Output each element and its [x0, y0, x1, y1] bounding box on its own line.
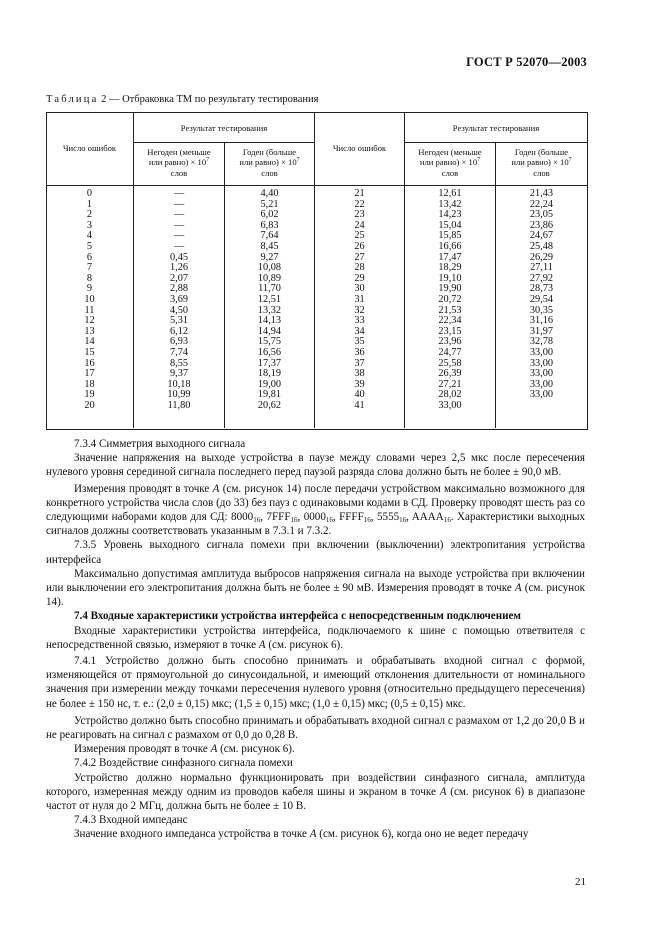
table-cell: 15: [84, 346, 95, 358]
table-cell: 18,19: [257, 368, 282, 380]
table-cell: 26,39: [438, 368, 462, 380]
table-cell: 26: [354, 240, 365, 252]
table-cell: 31,97: [529, 325, 554, 337]
errors-table: [46, 112, 588, 430]
paragraph: Значение входного импеданса устройства в точке А (см. рисунок 6), когда оно не ведет передачу: [74, 828, 529, 841]
table-cell: 27,92: [529, 272, 554, 284]
table-divider: [404, 142, 587, 143]
table-cell: 6: [86, 251, 93, 263]
table-cell: 9: [86, 283, 93, 295]
table-caption: Таблица 2 — Отбраковка ТМ по результату тестирования: [46, 94, 319, 105]
table-cell: 7,64: [260, 230, 279, 242]
left-bad-column: [134, 189, 224, 411]
paragraph: Максимально допустимая амплитуда выбросов напряжения сигнала на выходе устройства при включении или выключении его электропитания должна быть не более ± 90 мВ. Измерения проводят в точке А (см. рисунок 14).: [46, 567, 586, 609]
table-cell: 32,78: [529, 336, 554, 348]
table-cell: —: [173, 209, 185, 221]
header-result-left: Результат тестирования: [180, 123, 268, 133]
table-cell: 5,31: [169, 315, 189, 327]
paragraph: 7.4.1 Устройство должно быть способно принимать и обрабатывать входной сигнал с формой, изменяющейся от прямоугольной до синусоидальной, и имеющий отклонения длительности от номинального значения при измерении между точками пересечения нулевого уровня (относительно предыдущего пересечения) не более ± 150 нс, т. е.: (2,0 ± 0,15) мкс; (1,5 ± 0,15) мкс; (1,0 ± 0,15) мкс; (0,5 ± 0,15) мкс.: [46, 655, 585, 710]
header-result-right: Результат тестирования: [452, 123, 540, 133]
table-cell: 2,88: [169, 283, 189, 295]
table-cell: 16,66: [438, 240, 462, 252]
body-text: [46, 437, 585, 842]
table-cell: 41: [354, 399, 365, 411]
table-cell: 4: [86, 230, 93, 242]
header-good-left: Годен (больше или равно) × $10^7$ слов: [239, 147, 300, 178]
table-cell: 34: [354, 325, 365, 337]
table-cell: 28: [354, 262, 365, 274]
table-cell: 23,05: [529, 209, 554, 221]
table-cell: 33,00: [529, 389, 554, 401]
document-header: ГОСТ Р 52070—2003: [466, 55, 587, 69]
table-cell: 28,02: [438, 389, 462, 401]
table-cell: 6,02: [260, 209, 279, 221]
table-cell: 25,58: [438, 357, 462, 369]
table-cell: 20,72: [438, 293, 462, 305]
table-cell: 7,74: [169, 346, 189, 358]
table-cell: 14: [84, 336, 95, 348]
table-cell: 40: [354, 389, 365, 401]
table-cell: 27,11: [530, 262, 553, 274]
table-cell: 14,13: [257, 315, 282, 327]
table-cell: 17: [84, 368, 95, 380]
table-cell: 12,51: [257, 293, 282, 305]
table-cell: 5,21: [260, 198, 279, 210]
paragraph: Значение напряжения на выходе устройства в паузе между словами через 2,5 мкс после пересечения нулевого уровня серединой сигнала последнего перед паузой разряда слова должно быть не более ± 90,0 мВ.: [46, 452, 585, 479]
table-cell: 11,70: [258, 283, 281, 295]
table-cell: 36: [354, 346, 365, 358]
right-good-column: [496, 189, 587, 401]
table-cell: 12,61: [438, 188, 462, 199]
paragraph: Устройство должно быть способно принимать и обрабатывать входной сигнал с размахом от 1,2 до 20,0 В и не реагировать на сигнал с размахом от 0,0 до 0,28 В.: [46, 714, 585, 742]
table-cell: 38: [354, 368, 365, 380]
table-cell: 29: [354, 272, 365, 284]
table-cell: 33,00: [529, 357, 554, 369]
header-errors-left: Число ошибок: [62, 143, 117, 153]
table-cell: 27,21: [438, 378, 462, 390]
table-cell: 1,26: [169, 262, 189, 274]
table-cell: 33,00: [438, 399, 462, 411]
right-bad-column: [405, 189, 495, 411]
table-cell: 33: [354, 315, 365, 327]
table-cell: 29,54: [529, 293, 554, 305]
table-cell: 28,73: [529, 283, 554, 295]
table-cell: 4,50: [169, 304, 189, 316]
table-cell: 4,40: [260, 188, 279, 199]
table-cell: 11: [84, 304, 95, 316]
table-cell: 19,81: [257, 389, 282, 401]
paragraph: Измерения проводят в точке А (см. рисунок 14) после передачи устройством максимально возможного для конкретного устройства числа слов (до 33) без пауз с одинаковыми кодами в СД. Проверку проводят шесть раз со следующими наборами кодов для СД: $8000_{16}$, $7FFF_{16}$, $0000_{16}$, $FFFF_{16}$, $5555_{16}$, $AAAA_{16}$. Характеристики выходных сигналов должны соответствовать указанным в 7.3.1 и 7.3.2.: [46, 482, 586, 538]
table-cell: 21,43: [529, 188, 554, 199]
table-cell: 33,00: [529, 368, 554, 380]
right-errors-column: [315, 189, 404, 411]
section-title: 7.4.3 Входной импеданс: [74, 814, 188, 827]
table-cell: —: [173, 230, 185, 242]
table-cell: 8: [86, 272, 93, 284]
table-cell: 26,29: [529, 251, 554, 263]
table-cell: 19: [84, 389, 95, 401]
table-cell: 17,37: [257, 357, 282, 369]
table-cell: 5: [86, 240, 93, 252]
table-cell: 2: [86, 209, 93, 221]
section-title: 7.3.4 Симметрия выходного сигнала: [74, 438, 246, 450]
section-heading: 7.4 Входные характеристики устройства интерфейса с непосредственным подключением: [74, 610, 521, 623]
table-cell: 20,62: [257, 399, 282, 411]
section-title: 7.4.2 Воздействие синфазного сигнала помехи: [74, 757, 293, 770]
table-cell: 19,90: [438, 283, 462, 295]
page-number: 21: [575, 876, 586, 888]
table-cell: 30: [354, 283, 365, 295]
table-cell: 10,99: [167, 389, 191, 401]
header-good-right: Годен (больше или равно) × $10^7$ слов: [511, 147, 572, 178]
table-cell: 24: [354, 219, 365, 231]
section-title: 7.3.5 Уровень выходного сигнала помехи при включении (выключении) электропитания устройства интерфейса: [46, 539, 585, 566]
table-cell: 27: [354, 251, 365, 263]
table-cell: 0,45: [169, 251, 189, 263]
table-cell: 32: [354, 304, 365, 316]
table-cell: 2,07: [169, 272, 189, 284]
table-cell: 8,55: [169, 357, 189, 369]
paragraph: Входные характеристики устройства интерфейса, подключаемого к шине с помощью ответвителя с непосредственной связью, измеряют в точке А (см. рисунок 6).: [46, 624, 585, 651]
table-cell: 6,93: [169, 336, 189, 348]
table-cell: 13,42: [438, 198, 462, 210]
table-cell: 3,69: [169, 293, 189, 305]
table-cell: 35: [354, 336, 365, 348]
table-cell: 10,08: [257, 262, 282, 274]
table-cell: 15,75: [257, 336, 282, 348]
table-cell: 21,53: [438, 304, 462, 316]
table-cell: 22,34: [438, 315, 462, 327]
table-cell: 33,00: [529, 378, 554, 390]
table-cell: 9,27: [260, 251, 279, 263]
header-bad-left: Негоден (меньше или равно) × $10^7$ слов: [147, 147, 211, 178]
header-bad-right: Негоден (меньше или равно) × $10^7$ слов: [418, 147, 482, 178]
table-cell: 30,35: [529, 304, 554, 316]
table-cell: 22,24: [529, 198, 554, 210]
table-cell: 18,29: [438, 262, 462, 274]
table-cell: 20: [84, 399, 95, 411]
table-cell: 23,15: [438, 325, 462, 337]
table-cell: 37: [354, 357, 365, 369]
table-cell: 9,37: [169, 368, 189, 380]
left-good-column: [225, 189, 314, 411]
table-cell: 23,96: [438, 336, 462, 348]
table-divider: [46, 185, 587, 186]
table-cell: 25: [354, 230, 365, 242]
table-cell: 1: [86, 198, 93, 210]
table-cell: 15,04: [438, 219, 462, 231]
table-cell: 22: [354, 198, 365, 210]
table-cell: —: [173, 219, 185, 231]
header-errors-right: Число ошибок: [332, 143, 387, 153]
table-cell: 25,48: [529, 240, 554, 252]
table-cell: 19,00: [257, 378, 282, 390]
table-cell: 13,32: [257, 304, 282, 316]
table-cell: —: [173, 198, 185, 210]
table-cell: 7: [86, 262, 93, 274]
table-cell: 14,94: [257, 325, 282, 337]
table-cell: 6,83: [260, 219, 279, 231]
table-cell: 3: [86, 219, 93, 231]
table-cell: 19,10: [438, 272, 462, 284]
table-cell: 24,67: [529, 230, 554, 242]
table-cell: 13: [84, 325, 95, 337]
table-cell: —: [173, 240, 185, 252]
table-cell: 23: [354, 209, 365, 221]
table-cell: 24,77: [438, 346, 462, 358]
table-cell: 31: [354, 293, 365, 305]
table-cell: 16,56: [257, 346, 282, 358]
table-cell: 23,86: [529, 219, 554, 231]
table-cell: 0: [86, 188, 93, 199]
table-cell: 33,00: [529, 346, 554, 358]
paragraph: Измерения проводят в точке А (см. рисунок 6).: [74, 743, 295, 756]
table-cell: —: [173, 188, 185, 199]
table-cell: 21: [354, 188, 365, 199]
table-cell: 10,18: [167, 378, 191, 390]
table-cell: 8,45: [260, 240, 279, 252]
table-divider: [133, 142, 314, 143]
table-cell: 10: [84, 293, 95, 305]
table-cell: 17,47: [438, 251, 462, 263]
table-cell: 11,80: [167, 399, 191, 411]
table-cell: 6,12: [169, 325, 189, 337]
table-cell: 16: [84, 357, 95, 369]
table-cell: 12: [84, 315, 95, 327]
table-cell: 10,89: [257, 272, 282, 284]
table-cell: 14,23: [438, 209, 462, 221]
table-cell: 18: [84, 378, 95, 390]
left-errors-column: [46, 189, 133, 411]
paragraph: Устройство должно нормально функционировать при воздействии синфазного сигнала, амплитуда которого, измеренная между одним из проводов кабеля шины и экраном в точке А (см. рисунок 6) в диапазоне частот от нуля до 2 МГц, должна быть не более ± 10 В.: [46, 771, 585, 813]
table-cell: 15,85: [438, 230, 462, 242]
table-cell: 39: [354, 378, 365, 390]
table-cell: 31,16: [529, 315, 554, 327]
